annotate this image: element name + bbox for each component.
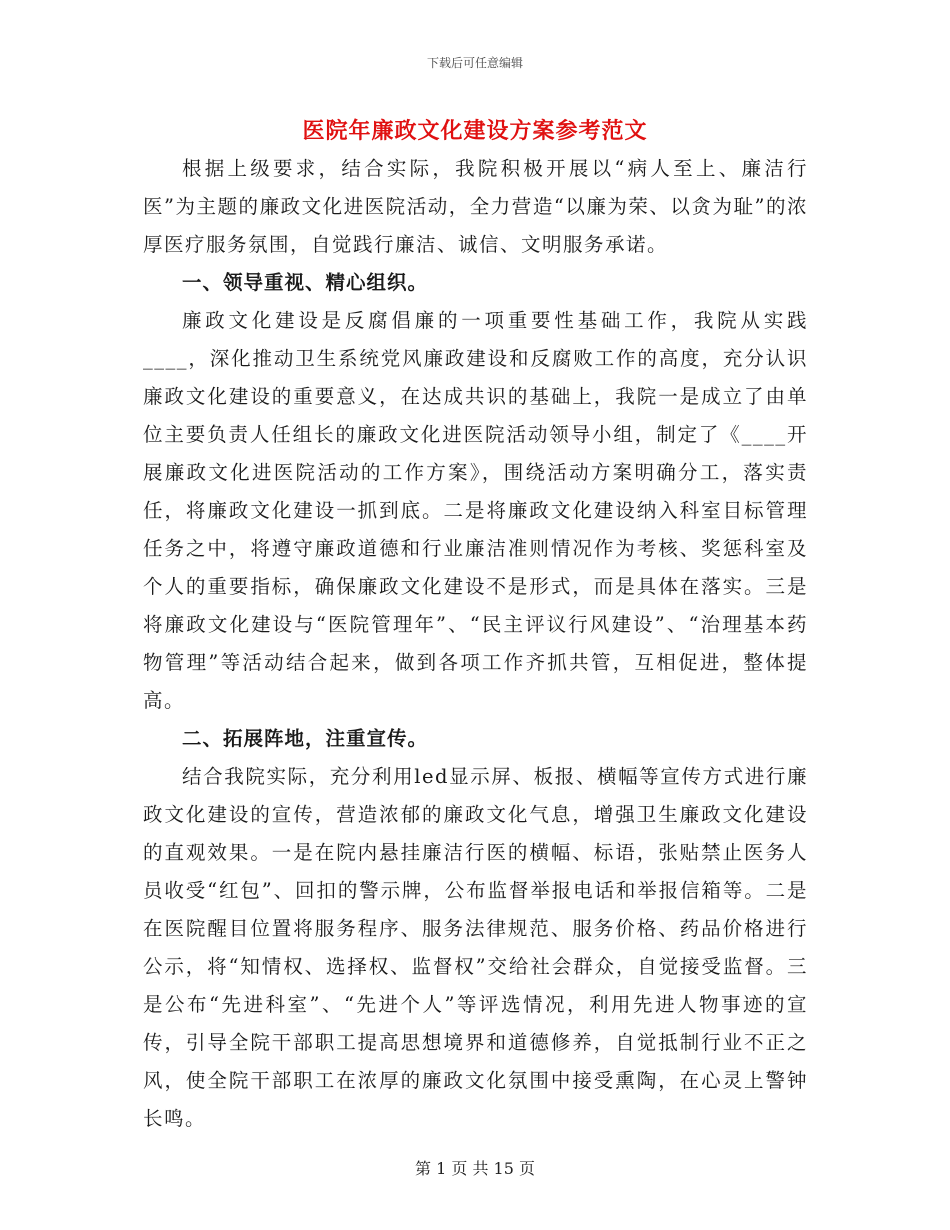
header-note: 下载后可任意编辑	[426, 56, 523, 70]
document-title: 医院年廉政文化建设方案参考范文	[302, 118, 648, 144]
section-heading-2: 二、拓展阵地，注重宣传。	[182, 727, 429, 750]
document-body	[143, 150, 808, 1138]
section-heading-1: 一、领导重视、精心组织。	[182, 271, 429, 294]
intro-paragraph: 根据上级要求，结合实际，我院积极开展以“病人至上、廉洁行医”为主题的廉政文化进医院活动，全力营造“以廉为荣、以贪为耻”的浓厚医疗服务氛围，自觉践行廉洁、诚信、文明服务承诺。	[143, 157, 808, 256]
section-1-paragraph: 廉政文化建设是反腐倡廉的一项重要性基础工作，我院从实践____，深化推动卫生系统党风廉政建设和反腐败工作的高度，充分认识廉政文化建设的重要意义，在达成共识的基础上，我院一是成立了由单位主要负责人任组长的廉政文化进医院活动领导小组，制定了《____开展廉政文化进医院活动的工作方案》，围绕活动方案明确分工，落实责任，将廉政文化建设一抓到底。二是将廉政文化建设纳入科室目标管理任务之中，将遵守廉政道德和行业廉洁准则情况作为考核、奖惩科室及个人的重要指标，确保廉政文化建设不是形式，而是具体在落实。三是将廉政文化建设与“医院管理年”、“民主评议行风建设”、“治理基本药物管理”等活动结合起来，做到各项工作齐抓共管，互相促进，整体提高。	[143, 309, 808, 712]
page-number: 第 1 页 共 15 页	[415, 1159, 535, 1178]
section-2-paragraph: 结合我院实际，充分利用led显示屏、板报、横幅等宣传方式进行廉政文化建设的宣传，营造浓郁的廉政文化气息，增强卫生廉政文化建设的直观效果。一是在院内悬挂廉洁行医的横幅、标语，张贴禁止医务人员收受“红包”、回扣的警示牌，公布监督举报电话和举报信箱等。二是在医院醒目位置将服务程序、服务法律规范、服务价格、药品价格进行公示，将“知情权、选择权、监督权”交给社会群众，自觉接受监督。三是公布“先进科室”、“先进个人”等评选情况，利用先进人物事迹的宣传，引导全院干部职工提高思想境界和道德修养，自觉抵制行业不正之风，使全院干部职工在浓厚的廉政文化氛围中接受熏陶，在心灵上警钟长鸣。	[143, 765, 808, 1130]
